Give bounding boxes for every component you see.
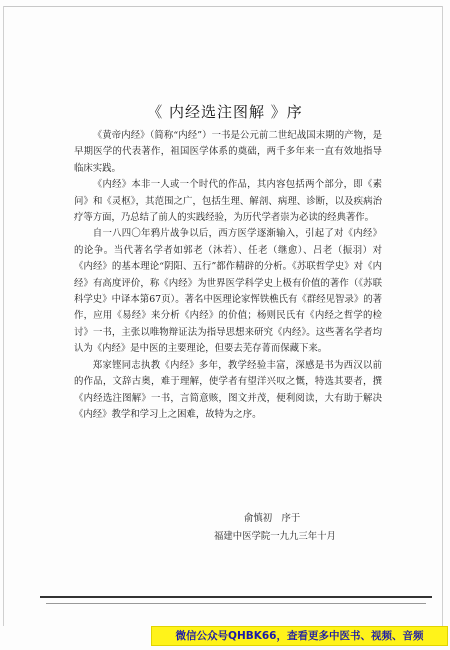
page-left-edge (3, 6, 4, 626)
page-right-edge (442, 6, 443, 626)
paragraph-4: 郑家铿同志执教《内经》多年，教学经验丰富，深感是书为西汉以前的作品，文辞古奥，难于理解，使学者有望洋兴叹之慨，特选其要者，撰《内经选注图解》一书，言简意赅，图文并茂，便利阅读，大有助于解决《内经》教学和学习上之困难，故特为之序。 (74, 359, 382, 420)
page-top-edge (3, 6, 443, 7)
preface-body (74, 128, 382, 423)
bottom-divider (40, 596, 432, 598)
bottom-divider-thin (46, 603, 426, 604)
date-line: 福建中医学院一九九三年十月 (214, 531, 336, 542)
watermark-banner: 微信公众号QHBK66，查看更多中医书、视频、音频 (151, 626, 448, 646)
preface-title: 《 内经选注图解 》序 (147, 103, 303, 121)
paragraph-1: 《黄帝内经》（简称“内经”）一书是公元前二世纪战国末期的产物，是早期医学的代表著作，祖国医学体系的奠础，两千多年来一直有效地指导临床实践。 (74, 130, 382, 174)
paragraph-3: 自一八四〇年鸦片战争以后，西方医学逐渐输入，引起了对《内经》的论争。当代著名学者如郭老（沐若）、任老（继愈）、吕老（振羽）对《内经》的基本理论“阴阳、五行”都作精辟的分析。《苏联哲学史》对《内经》有高度评价，称《内经》为世界医学科学史上极有价值的著作（《苏联科学史》中译本第67页）。著名中医理论家恽铁樵氏有《群经见智录》的著作，应用《易经》来分析《内经》的价值；杨则民氏有《内经之哲学的检讨》一书，主张以唯物辩证法为指导思想来研究《内经》。这些著名学者均认为《内经》是中医的主要理论，但要去芜存菁而保藏下来。 (74, 228, 382, 355)
paragraph-2: 《内经》本非一人或一个时代的作品，其内容包括两个部分，即《素问》和《灵枢》，其范围之广，包括生理、解剖、病理、诊断，以及疾病治疗等方面，乃总结了前人的实践经验，为历代学者崇为必读的经典著作。 (74, 179, 382, 224)
author-signature: 俞慎初 序于 (244, 513, 301, 524)
